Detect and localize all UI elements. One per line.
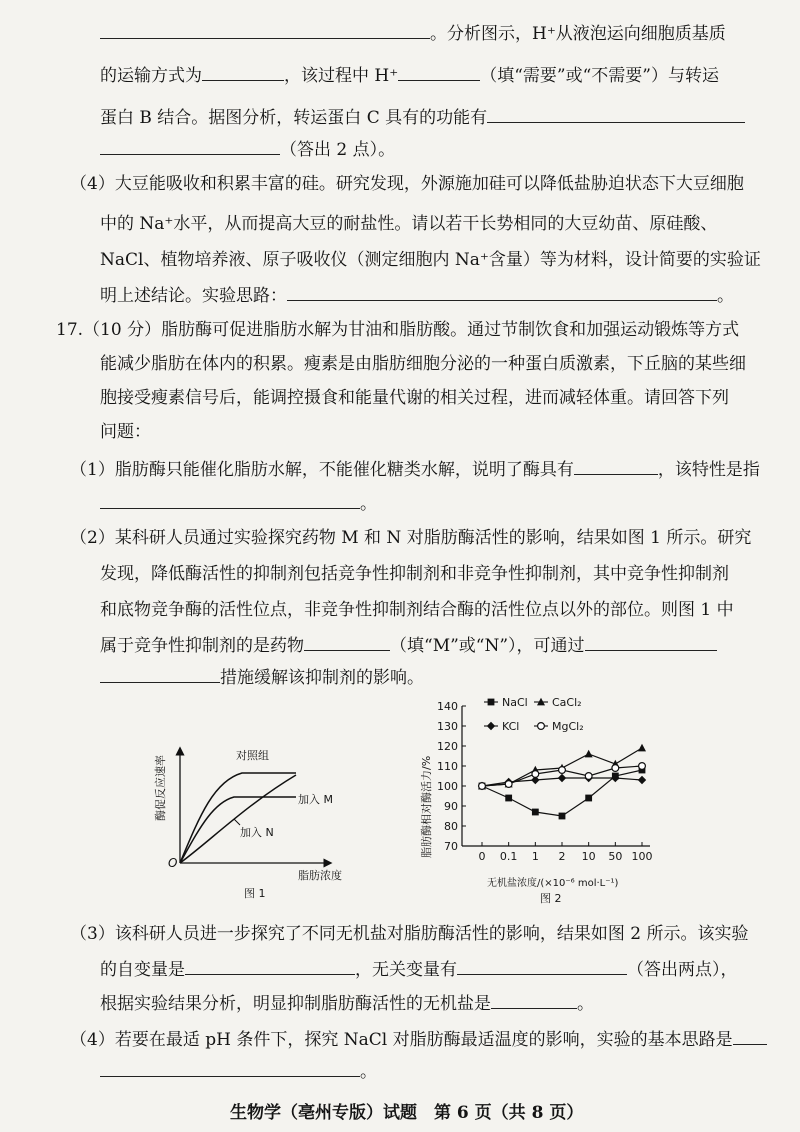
answer-blank[interactable] [185, 956, 355, 975]
fig1-caption: 图 1 [244, 887, 266, 900]
q17-p3-line-1 [70, 922, 748, 946]
chart-y-tick-label: 140 [437, 700, 458, 713]
chart-x-tick-label: 10 [581, 850, 596, 863]
answer-blank[interactable] [100, 20, 430, 39]
chart-point-cacl [638, 744, 646, 752]
q16-text: 。分析图示，H⁺从液泡运向细胞质基质 [430, 24, 726, 44]
fig1-y-label: 酶促反应速率 [154, 755, 167, 821]
q16-line-2 [100, 62, 719, 88]
q16-text: （答出 2 点）。 [280, 140, 396, 160]
fig1-x-label: 脂肪浓度 [298, 869, 342, 882]
q16-p4-text: 中的 Na⁺水平，从而提高大豆的耐盐性。请以若干长势相同的大豆幼苗、原硅酸、 [100, 214, 718, 234]
q17-text: 和底物竞争酶的活性位点，非竞争性抑制剂结合酶的活性位点以外的部位。则图 1 中 [100, 600, 734, 620]
q16-p4-line-2 [100, 212, 717, 236]
q17-p2-line-2 [100, 562, 729, 586]
legend-marker-nacl [488, 699, 495, 706]
figure-2-chart [410, 690, 670, 915]
q17-text: 。 [360, 494, 377, 514]
q16-p4-line-4 [100, 282, 734, 308]
answer-blank[interactable] [287, 282, 717, 301]
chart-point-nacl [532, 809, 539, 816]
legend-label-cacl: CaCl₂ [552, 696, 582, 709]
q16-p4-text: NaCl、植物培养液、原子吸收仪（测定细胞内 Na⁺含量）等为材料，设计简要的实验证 [100, 250, 761, 270]
q16-p4-text: （4）大豆能吸收和积累丰富的硅。研究发现，外源施加硅可以降低盐胁迫状态下大豆细胞 [70, 174, 744, 194]
answer-blank[interactable] [585, 632, 717, 651]
chart-x-label: 无机盐浓度/(×10⁻⁶ mol·L⁻¹) [487, 878, 619, 889]
chart-x-tick-label: 100 [631, 850, 653, 863]
q17-intro-line-1 [56, 318, 739, 342]
q17-p3-line-3 [100, 990, 594, 1016]
chart-point-mgcl [639, 763, 646, 770]
chart-point-kcl [638, 776, 646, 784]
chart-point-mgcl [612, 765, 619, 772]
q17-text: （1）脂肪酶只能催化脂肪水解，不能催化糖类水解，说明了酶具有 [70, 460, 574, 480]
chart-point-nacl [585, 795, 592, 802]
q17-text: 属于竞争性抑制剂的是药物 [100, 636, 304, 656]
answer-blank[interactable] [457, 956, 627, 975]
q17-intro-line-3 [100, 386, 729, 410]
q17-text: ，无关变量有 [355, 960, 457, 980]
chart-y-tick-label: 80 [444, 820, 458, 833]
q16-line-4 [100, 136, 395, 162]
fig1-curve-n [180, 775, 296, 863]
answer-blank[interactable] [491, 990, 577, 1009]
fig1-origin: O [168, 856, 178, 870]
fig1-label-control: 对照组 [236, 749, 269, 762]
fig1-label-n: 加入 N [240, 826, 274, 839]
q17-intro-line-4 [100, 420, 151, 444]
answer-blank[interactable] [487, 104, 745, 123]
q17-p4-line-1 [70, 1026, 767, 1052]
chart-point-mgcl [559, 767, 566, 774]
answer-blank[interactable] [100, 1058, 360, 1077]
answer-blank[interactable] [574, 456, 658, 475]
chart-x-tick-label: 0.1 [499, 850, 518, 863]
legend-label-kcl: KCl [502, 720, 520, 733]
q17-p1-line-2 [100, 490, 377, 516]
q16-text: 的运输方式为 [100, 66, 202, 86]
q17-text: 发现，降低酶活性的抑制剂包括竞争性抑制剂和非竞争性抑制剂，其中竞争性抑制剂 [100, 564, 729, 584]
chart-x-tick-label: 0 [478, 850, 486, 863]
answer-blank[interactable] [100, 664, 220, 683]
answer-blank[interactable] [304, 632, 390, 651]
q17-text: （填“M”或“N”），可通过 [390, 636, 585, 656]
q17-text: 。 [577, 994, 594, 1014]
chart-y-tick-label: 100 [437, 780, 458, 793]
chart-y-tick-label: 130 [437, 720, 458, 733]
q16-line-3 [100, 104, 745, 130]
q17-text: 。 [360, 1062, 377, 1082]
q17-text: 根据实验结果分析，明显抑制脂肪酶活性的无机盐是 [100, 994, 491, 1014]
q17-p2-line-1 [70, 526, 751, 550]
q17-p2-line-4 [100, 632, 717, 658]
answer-blank[interactable] [202, 62, 284, 81]
chart-x-tick-label: 50 [608, 850, 623, 863]
q17-text: 问题： [100, 422, 151, 442]
q17-text: （3）该科研人员进一步探究了不同无机盐对脂肪酶活性的影响，结果如图 2 所示。该实验 [70, 924, 749, 944]
q17-text: ，该特性是指 [657, 460, 760, 480]
q17-intro-line-2 [100, 352, 746, 376]
q17-text: （答出两点）， [627, 960, 738, 980]
chart-y-tick-label: 110 [437, 760, 458, 773]
answer-blank[interactable] [100, 136, 280, 155]
q17-text: 的自变量是 [100, 960, 185, 980]
fig1-pointer-n [234, 819, 240, 825]
q17-p4-line-2 [100, 1058, 377, 1084]
answer-blank[interactable] [100, 490, 360, 509]
legend-marker-mgcl [538, 723, 545, 730]
chart-point-nacl [505, 795, 512, 802]
q16-p4-text: 明上述结论。实验思路： [100, 286, 287, 306]
chart-point-mgcl [585, 773, 592, 780]
chart-point-kcl [558, 774, 566, 782]
chart-x-tick-label: 2 [558, 850, 566, 863]
q17-text: （4）若要在最适 pH 条件下，探究 NaCl 对脂肪酶最适温度的影响，实验的基本思路是 [70, 1030, 733, 1050]
fig1-curve-m [180, 797, 296, 863]
chart-point-mgcl [505, 781, 512, 788]
q16-text: （填“需要”或“不需要”）与转运 [480, 66, 719, 86]
q16-p4-line-1 [70, 172, 744, 196]
q16-p4-line-3 [100, 248, 761, 272]
q17-p3-line-2 [100, 956, 738, 982]
fig1-label-m: 加入 M [298, 793, 333, 806]
q17-p2-line-3 [100, 598, 734, 622]
legend-marker-kcl [487, 722, 495, 730]
q17-p2-line-5 [100, 664, 424, 690]
q17-text: 能减少脂肪在体内的积累。瘦素是由脂肪细胞分泌的一种蛋白质激素，下丘脑的某些细 [100, 354, 746, 374]
chart-caption: 图 2 [540, 892, 562, 905]
q17-text: （2）某科研人员通过实验探究药物 M 和 N 对脂肪酶活性的影响，结果如图 1 所示。研究 [70, 528, 752, 548]
chart-x-tick-label: 1 [531, 850, 539, 863]
chart-point-mgcl [532, 771, 539, 778]
q17-p1-line-1 [70, 456, 760, 482]
answer-blank[interactable] [733, 1026, 767, 1045]
page-footer: 生物学（亳州专版）试题 第 6 页（共 8 页） [230, 1103, 584, 1123]
chart-point-nacl [559, 813, 566, 820]
chart-y-tick-label: 70 [444, 840, 458, 853]
q17-text: 措施缓解该抑制剂的影响。 [220, 668, 424, 688]
legend-label-nacl: NaCl [502, 696, 528, 709]
q16-text: 蛋白 B 结合。据图分析，转运蛋白 C 具有的功能有 [100, 108, 488, 128]
chart-y-label: 脂肪酶相对酶活力/% [420, 755, 433, 858]
chart-point-mgcl [479, 783, 486, 790]
chart-y-tick-label: 120 [437, 740, 458, 753]
chart-y-tick-label: 90 [444, 800, 458, 813]
q16-p4-text: 。 [717, 286, 734, 306]
chart-point-cacl [585, 750, 593, 758]
q17-text: 17.（10 分）脂肪酶可促进脂肪水解为甘油和脂肪酸。通过节制饮食和加强运动锻炼等方式 [56, 320, 740, 340]
figure-1 [150, 745, 380, 905]
legend-label-mgcl: MgCl₂ [552, 720, 584, 733]
q16-text: ，该过程中 H⁺ [284, 66, 399, 86]
q17-text: 胞接受瘦素信号后，能调控摄食和能量代谢的相关过程，进而减轻体重。请回答下列 [100, 388, 729, 408]
answer-blank[interactable] [398, 62, 480, 81]
q16-line-1 [100, 20, 726, 46]
